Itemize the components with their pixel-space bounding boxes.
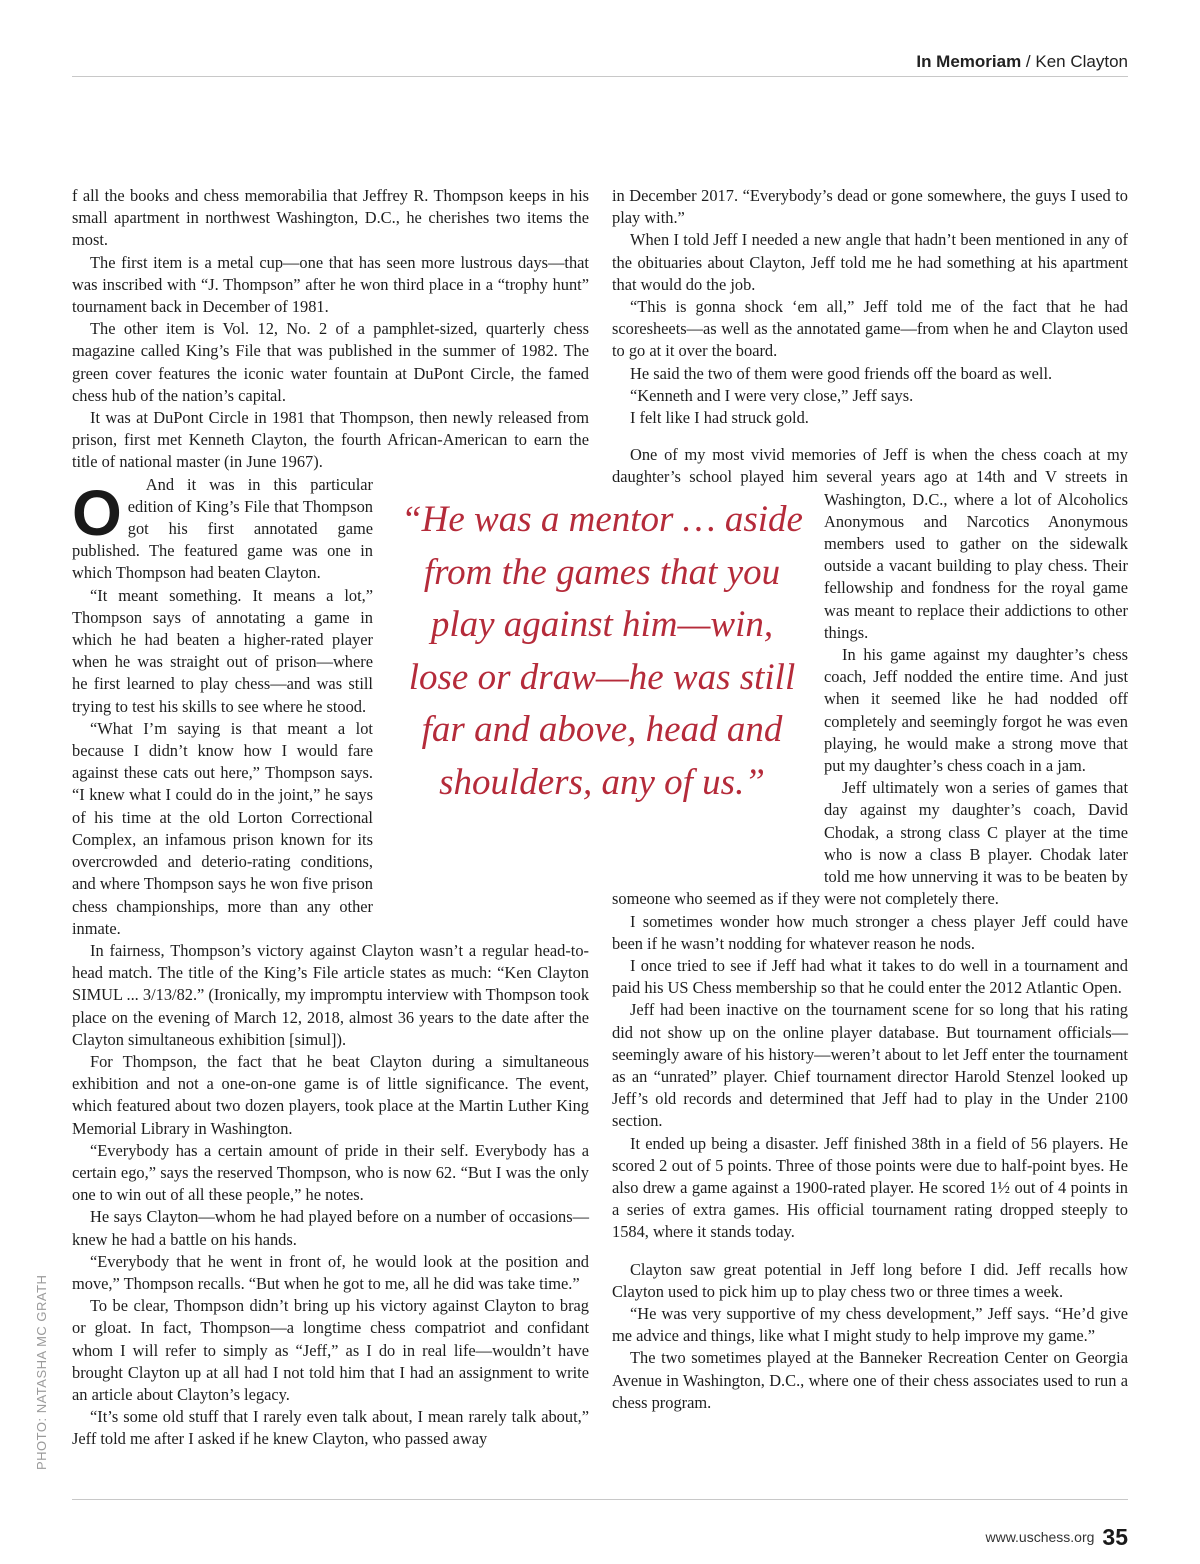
paragraph: “This is gonna shock ‘em all,” Jeff told me of the fact that he had scoresheets—as well as the annotated game—from when he and Clayton used to go at it over the board. [612, 297, 1128, 361]
paragraph: f all the books and chess memorabilia that Jeffrey R. Thompson keeps in his small apartment in northwest Washington, D.C., he cherishes two items the most. [72, 186, 589, 250]
paragraph: “It meant something. It means a lot,” Thompson says of annotating a game in which he had beaten a higher-rated player when he was straight out of prison—where he first learned to play chess—and was still trying to test his skills to see where he stood. [72, 585, 373, 716]
drop-cap: O [72, 477, 122, 549]
footer-url: www.uschess.org [985, 1529, 1095, 1545]
paragraph: It ended up being a disaster. Jeff finished 38th in a field of 56 players. He scored 2 out of 5 points. Three of those points were due to half-point byes. He also drew a game against a 1900-rated player. He scored 1½ out of 4 points in a series of extra games. His official tournament rating dropped steeply to 1584, where it stands today. [612, 1133, 1128, 1242]
paragraph: in December 2017. “Everybody’s dead or gone somewhere, the guys I used to play with.” [612, 186, 1128, 228]
paragraph: Jeff had been inactive on the tournament scene for so long that his rating did not show up on the online player database. But tournament officials—seemingly aware of his history—weren’t about to let Jeff enter the tournament as an “unrated” player. Chief tournament director Harold Stenzel looked up Jeff’s old records and determined that Jeff had to play in the Under 2100 section. [612, 1000, 1128, 1131]
paragraph: “He was very supportive of my chess development,” Jeff says. “He’d give me advice and things, like what I might study to help improve my game.” [612, 1303, 1128, 1346]
paragraph: When I told Jeff I needed a new angle that hadn’t been mentioned in any of the obituaries about Clayton, Jeff told me he had something at his apartment that would do the job. [612, 230, 1128, 294]
paragraph: And it was in this particular edition of King’s File that Thompson got his first annotated game published. The featured game was one in which Thompson had beaten Clayton. [72, 474, 373, 583]
paragraph: “Everybody that he went in front of, he would look at the position and move,” Thompson recalls. “But when he got to me, all he did was take time.” [72, 1251, 589, 1293]
paragraph: In fairness, Thompson’s victory against Clayton wasn’t a regular head-to-head match. The title of the King’s File article states as much: “Ken Clayton SIMUL ... 3/13/82.” (Ironically, my impromptu interview with Thompson took place on the evening of March 12, 2018, almost 36 years to the date after the Clayton simultaneous exhibition [simul]). [72, 940, 590, 1049]
paragraph: Jeff ultimately won a series of games that day against my daughter’s coach, David Chodak, a strong class C player at the time who is now a class B player. Chodak later told me how unnerving it was to be beaten by someone who seemed as if they were not completely there. [612, 778, 1128, 909]
section-label: In Memoriam [916, 52, 1022, 71]
header-separator: / [1021, 52, 1036, 71]
pull-quote: “He was a mentor … aside from the games that you play against him—win, lose or draw—he was still far and above, head and shoulders, any of us.” [401, 499, 803, 803]
paragraph: He says Clayton—whom he had played before on a number of occasions—knew he had a battle on his hands. [72, 1207, 589, 1249]
running-header [916, 52, 1128, 72]
paragraph: Clayton saw great potential in Jeff long before I did. Jeff recalls how Clayton used to pick him up to play chess two or three times a week. [612, 1259, 1128, 1301]
footer-rule [72, 1499, 1128, 1500]
article-column-left [72, 185, 589, 1451]
paragraph: One of my most vivid memories of Jeff is when the chess coach at my daughter’s school played him several years ago at 14th and V streets in Washington, D.C., where a lot of Alcoholics Anonymous and Narcotics Anonymous members used to gather on the sidewalk outside a vacant building to play chess. Their fellowship and fondness for the royal game was meant to replace their addictions to other things. [612, 445, 1128, 642]
page-number: 35 [1102, 1524, 1128, 1550]
header-rule [72, 76, 1128, 77]
paragraph: “What I’m saying is that meant a lot because I didn’t know how I would fare against these cats out here,” Thompson says. “I knew what I could do in the joint,” he says of his time at the old Lorton Correctional Complex, an infamous prison known for its overcrowded and deterio-rating conditions, and where Thompson says he won five prison chess championships, more than any other inmate. [72, 718, 373, 938]
paragraph: “Kenneth and I were very close,” Jeff says. [630, 385, 914, 405]
paragraph: “Everybody has a certain amount of pride in their self. Everybody has a certain ego,” says the reserved Thompson, who is now 62. “But I was the only one to win out of all these people,” he notes. [72, 1140, 589, 1205]
paragraph: To be clear, Thompson didn’t bring up his victory against Clayton to brag or gloat. In fact, Thompson—a longtime chess compatriot and confidant whom I will refer to simply as “Jeff,” as I do in real life—wouldn’t have brought Clayton up at all had I not told him that I had an assignment to write an article about Clayton’s legacy. [72, 1296, 589, 1404]
paragraph: I once tried to see if Jeff had what it takes to do well in a tournament and paid his US Chess membership so that he could enter the 2012 Atlantic Open. [612, 955, 1128, 998]
page-footer [985, 1524, 1128, 1551]
paragraph: It was at DuPont Circle in 1981 that Thompson, then newly released from prison, first met Kenneth Clayton, the fourth African-American to earn the title of national master (in June 1967). [72, 408, 589, 472]
paragraph: I sometimes wonder how much stronger a chess player Jeff could have been if he wasn’t nodding for whatever reason he nods. [612, 911, 1128, 953]
paragraph: “It’s some old stuff that I rarely even talk about, I mean rarely talk about,” Jeff told me after I asked if he knew Clayton, who passed away [72, 1407, 589, 1449]
paragraph: He said the two of them were good friends off the board as well. [630, 363, 1053, 383]
paragraph: I felt like I had struck gold. [630, 408, 809, 428]
paragraph: The other item is Vol. 12, No. 2 of a pamphlet-sized, quarterly chess magazine called King’s File that was published in the summer of 1982. The green cover features the iconic water fountain at DuPont Circle, the famed chess hub of the nation’s capital. [72, 319, 589, 405]
header-subject: Ken Clayton [1035, 52, 1128, 71]
paragraph: In his game against my daughter’s chess coach, Jeff nodded the entire time. And just when it seemed like he had nodded off completely and seemingly forgot he was even playing, he would make a strong move that put my daughter’s chess coach in a jam. [824, 645, 1128, 776]
paragraph: The first item is a metal cup—one that has seen more lustrous days—that was inscribed with “J. Thompson” after he won third place in a “trophy hunt” tournament back in December of 1981. [72, 252, 589, 317]
paragraph: The two sometimes played at the Banneker Recreation Center on Georgia Avenue in Washington, D.C., where one of their chess associates used to run a chess program. [612, 1348, 1128, 1412]
paragraph: For Thompson, the fact that he beat Clayton during a simultaneous exhibition and not a one-on-one game is of little significance. The event, which featured about two dozen players, took place at the Martin Luther King Memorial Library in Washington. [72, 1051, 589, 1138]
photo-credit: PHOTO: NATASHA MC GRATH [34, 1274, 49, 1470]
